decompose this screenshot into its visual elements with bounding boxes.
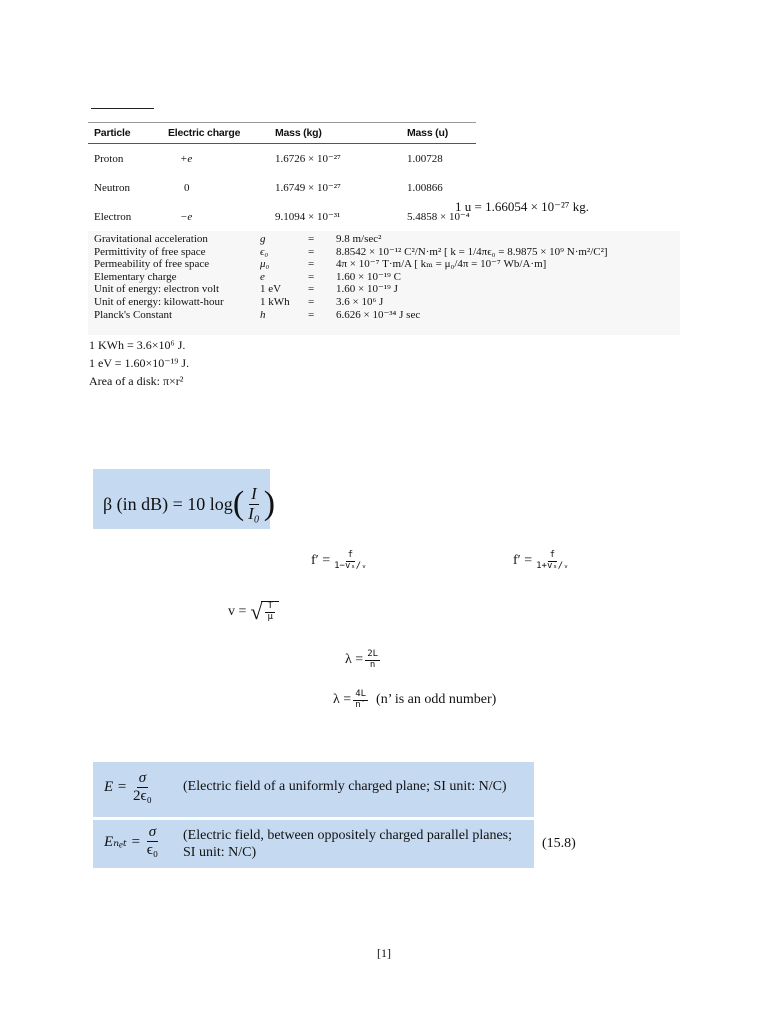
doppler-denominator: 1+vₛ/ᵥ xyxy=(536,560,569,571)
table-header-row xyxy=(88,123,476,144)
speed-lhs: v = xyxy=(228,604,247,619)
speed-denominator: μ xyxy=(267,612,273,622)
wave-speed-formula xyxy=(228,601,279,623)
constant-row xyxy=(94,246,680,259)
field-description: (Electric field of a uniformly charged plane; SI unit: N/C) xyxy=(183,779,507,794)
doppler-lhs: f′ = xyxy=(311,553,331,569)
particle-charge: 0 xyxy=(184,181,190,194)
constant-symbol: 1 kWh xyxy=(260,295,290,308)
constant-row xyxy=(94,283,680,296)
constant-value: 4π × 10⁻⁷ T·m/A [ kₘ = μ₀/4π = 10⁻⁷ Wb/A·m] xyxy=(336,258,547,271)
electric-field-equation xyxy=(104,824,162,858)
field-lhs: E = xyxy=(104,778,128,795)
constant-symbol: μ₀ xyxy=(260,258,270,271)
doppler-lhs: f′ = xyxy=(513,553,533,569)
table-row xyxy=(88,144,476,174)
constant-value: 3.6 × 10⁶ J xyxy=(336,295,384,308)
field-numerator: σ xyxy=(138,770,147,786)
constant-equals: = xyxy=(308,245,315,258)
speed-numerator: T xyxy=(267,601,273,612)
particle-mass-kg: 1.6726 × 10⁻²⁷ xyxy=(275,153,341,165)
atomic-mass-conversion: 1 u = 1.66054 × 10⁻²⁷ kg. xyxy=(455,199,589,214)
constant-equals: = xyxy=(308,270,315,283)
lambda-lhs: λ = xyxy=(333,692,352,708)
doppler-formula-receding xyxy=(513,551,573,572)
left-paren: ( xyxy=(232,485,245,523)
constants-block xyxy=(88,231,680,335)
square-root xyxy=(250,601,279,623)
constant-row xyxy=(94,258,680,271)
lambda-numerator: 4L xyxy=(355,689,367,699)
lambda-lhs: λ = xyxy=(345,652,364,668)
note-line: 1 eV = 1.60×10⁻¹⁹ J. xyxy=(89,356,190,370)
particle-table xyxy=(88,122,476,232)
particle-mass-kg: 1.6749 × 10⁻²⁷ xyxy=(275,182,341,194)
constant-equals: = xyxy=(308,258,315,271)
constant-equals: = xyxy=(308,233,315,245)
particle-name: Electron xyxy=(88,202,162,232)
constant-row xyxy=(94,309,680,322)
note-line: 1 KWh = 3.6×10⁶ J. xyxy=(89,338,186,352)
doppler-denominator: 1−vₛ/ᵥ xyxy=(334,560,367,571)
equation-number: (15.8) xyxy=(542,836,576,851)
doppler-numerator: f xyxy=(347,550,354,560)
table-row xyxy=(88,202,476,232)
ratio-denominator: I₀ xyxy=(248,503,260,523)
lambda-fraction xyxy=(353,690,368,711)
table-row xyxy=(88,173,476,202)
constant-value: 9.8 m/sec² xyxy=(336,233,382,245)
header-particle: Particle xyxy=(88,123,162,144)
lambda-denominator: n′ xyxy=(355,699,367,710)
constant-name: Permittivity of free space xyxy=(94,245,206,258)
field-denominator: ϵ₀ xyxy=(146,841,159,858)
lambda-denominator: n xyxy=(369,659,376,670)
ratio-numerator: I xyxy=(251,484,257,503)
particle-mass-u: 1.00728 xyxy=(407,152,443,165)
constant-equals: = xyxy=(308,295,315,308)
constant-symbol: 1 eV xyxy=(260,283,282,296)
note-line: Area of a disk: π×r² xyxy=(89,374,184,388)
header-mass-kg: Mass (kg) xyxy=(269,123,401,144)
lambda-numerator: 2L xyxy=(367,649,379,659)
particle-charge: +e xyxy=(180,152,193,165)
particle-name: Neutron xyxy=(94,181,131,194)
notes xyxy=(89,336,189,390)
decibel-formula xyxy=(103,485,275,523)
constant-symbol: ϵ₀ xyxy=(260,245,269,258)
constant-symbol: g xyxy=(260,233,266,245)
constant-symbol: e xyxy=(260,270,265,283)
constant-row xyxy=(94,271,680,284)
constant-name: Gravitational acceleration xyxy=(94,233,208,245)
constant-name: Unit of energy: kilowatt-hour xyxy=(94,295,224,308)
page-number: [1] xyxy=(377,946,391,960)
particle-mass-kg: 9.1094 × 10⁻³¹ xyxy=(269,202,401,232)
electric-field-equation xyxy=(104,770,156,804)
constant-equals: = xyxy=(308,308,315,321)
decibel-lhs: β (in dB) = 10 log xyxy=(103,493,233,514)
constant-value: 8.8542 × 10⁻¹² C²/N·m² [ k = 1/4πϵ₀ = 8.9875 × 10⁹ N·m²/C²] xyxy=(336,245,608,258)
field-description-line: (Electric field, between oppositely charged parallel planes; xyxy=(183,828,512,843)
speed-fraction xyxy=(265,602,274,623)
field-fraction xyxy=(131,770,154,804)
wavelength-formula-open xyxy=(345,650,382,671)
constant-value: 6.626 × 10⁻³⁴ J sec xyxy=(336,308,421,321)
constant-name: Permeability of free space xyxy=(94,258,210,271)
intensity-ratio xyxy=(246,485,262,523)
lambda-fraction xyxy=(365,650,380,671)
field-lhs: Eₙₑₜ = xyxy=(104,833,141,850)
field-description xyxy=(183,827,512,861)
field-description-line: SI unit: N/C) xyxy=(183,845,257,860)
top-rule xyxy=(91,108,154,109)
radical-sign: √ xyxy=(250,599,263,624)
right-paren: ) xyxy=(263,485,276,523)
doppler-formula-approaching xyxy=(311,551,371,572)
electric-field-parallel-planes-box xyxy=(93,820,534,868)
particle-charge: −e xyxy=(162,202,269,232)
field-denominator: 2ϵ₀ xyxy=(133,787,152,804)
radicand xyxy=(261,601,278,623)
constant-row xyxy=(94,296,680,309)
doppler-numerator: f xyxy=(549,550,556,560)
field-fraction xyxy=(145,824,160,858)
constant-name: Unit of energy: electron volt xyxy=(94,283,220,296)
doppler-fraction xyxy=(534,551,571,572)
header-charge: Electric charge xyxy=(162,123,269,144)
constant-symbol: h xyxy=(260,308,266,321)
particle-mass-u: 1.00866 xyxy=(407,181,443,194)
constant-value: 1.60 × 10⁻¹⁹ C xyxy=(336,270,401,283)
doppler-fraction xyxy=(332,551,369,572)
decibel-formula-box xyxy=(93,469,276,529)
particle-mass-u: 5.4858 × 10⁻⁴ xyxy=(401,202,476,232)
constant-row xyxy=(94,233,680,246)
header-mass-u: Mass (u) xyxy=(401,123,476,144)
constant-name: Elementary charge xyxy=(94,270,177,283)
lambda-note: (n’ is an odd number) xyxy=(376,692,497,708)
particle-name: Proton xyxy=(94,152,124,165)
wavelength-formula-closed xyxy=(333,690,496,711)
field-numerator: σ xyxy=(148,824,157,840)
electric-field-plane-box xyxy=(93,762,534,817)
constant-name: Planck's Constant xyxy=(94,308,173,321)
constant-equals: = xyxy=(308,283,315,296)
constant-value: 1.60 × 10⁻¹⁹ J xyxy=(336,283,398,296)
